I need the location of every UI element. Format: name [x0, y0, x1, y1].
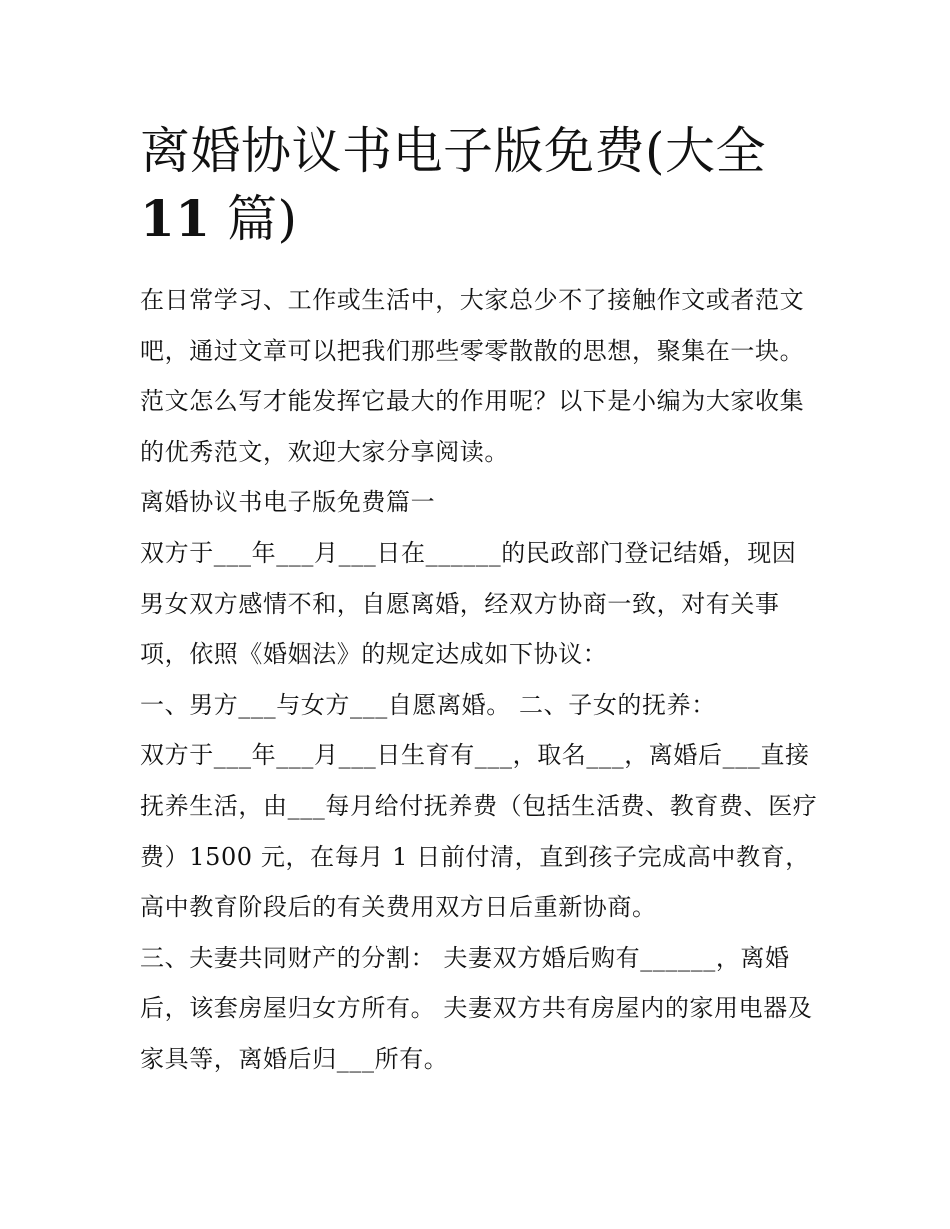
intro-paragraph: 在日常学习、工作或生活中，大家总少不了接触作文或者范文吧，通过文章可以把我们那些零零散散的思想，聚集在一块。范文怎么写才能发挥它最大的作用呢？以下是小编为大家收集的优秀范文，欢迎大家分享阅读。: [140, 286, 805, 466]
section-heading: 离婚协议书电子版免费篇一: [140, 488, 436, 517]
document-title: [140, 118, 820, 253]
title-line-1: 离婚协议书电子版免费(大全: [140, 122, 767, 180]
body-paragraph-child-support: 双方于___年___月___日生育有___，取名___，离婚后___直接抚养生活，由___每月给付抚养费（包括生活费、教育费、医疗费）1500 元，在每月 1 日前付清，直到孩子完成高中教育，高中教育阶段后的有关费用双方日后重新协商。: [140, 741, 818, 922]
title-line-2: 篇): [227, 190, 298, 248]
document-page: [140, 118, 820, 1085]
body-paragraph-property: 三、夫妻共同财产的分割： 夫妻双方婚后购有______，离婚后，该套房屋归女方所有。 夫妻双方共有房屋内的家用电器及家具等，离婚后归___所有。: [140, 943, 813, 1073]
body-paragraph-clause-1: 一、男方___与女方___自愿离婚。 二、子女的抚养：: [140, 690, 716, 719]
title-number: 11: [140, 189, 211, 248]
body-paragraph-registration: 双方于___年___月___日在______的民政部门登记结婚，现因男女双方感情不和，自愿离婚，经双方协商一致，对有关事项，依照《婚姻法》的规定达成如下协议：: [140, 538, 797, 669]
